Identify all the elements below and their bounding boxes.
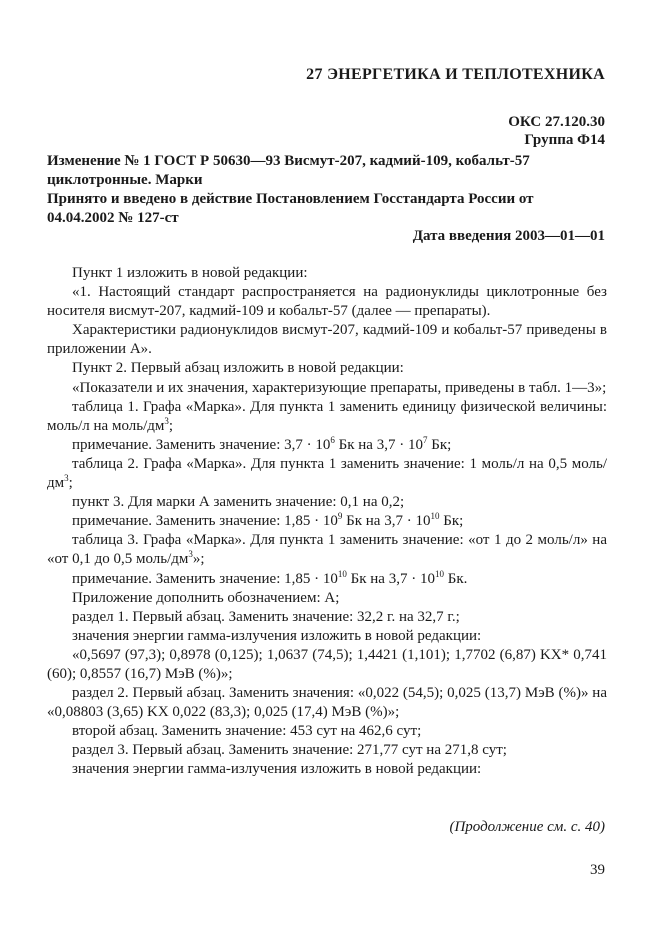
text-run: Бк на 3,7 · 10: [346, 570, 435, 587]
amendment-heading: [47, 152, 607, 228]
superscript: 9: [337, 511, 343, 522]
paragraph: раздел 3. Первый абзац. Заменить значение: 271,77 сут на 271,8 сут;: [72, 742, 507, 759]
paragraph: Пункт 2. Первый абзац изложить в новой редакции:: [72, 360, 404, 377]
paragraph: [47, 436, 607, 455]
text-run: »;: [192, 551, 205, 568]
text-run: Бк на 3,7 · 10: [342, 513, 431, 530]
text-run: Бк на 3,7 · 10: [334, 436, 423, 453]
continuation-note: (Продолжение см. с. 40): [449, 819, 605, 835]
paragraph: значения энергии гамма-излучения изложить в новой редакции:: [72, 761, 482, 778]
superscript: 10: [434, 568, 444, 579]
paragraph: пункт 3. Для марки А заменить значение: 0,1 на 0,2;: [72, 494, 405, 511]
paragraph: раздел 1. Первый абзац. Заменить значение: 32,2 г. на 32,7 г.;: [72, 608, 460, 625]
text-run: примечание. Заменить значение: 3,7 · 10: [72, 436, 331, 453]
adoption-line2: 04.04.2002 № 127-ст: [47, 210, 179, 226]
document-body: [47, 264, 607, 780]
page-number: 39: [590, 862, 605, 878]
adoption-line1: Принято и введено в действие Постановлением Госстандарта России от: [47, 191, 534, 207]
superscript: 10: [337, 568, 347, 579]
superscript: 10: [430, 511, 440, 522]
paragraph: [47, 398, 607, 436]
paragraph: Приложение дополнить обозначением: А;: [72, 589, 340, 606]
text-run: примечание. Заменить значение: 1,85 · 10: [72, 570, 338, 587]
paragraph: второй абзац. Заменить значение: 453 сут на 462,6 сут;: [72, 723, 422, 740]
paragraph: «0,5697 (97,3); 0,8978 (0,125); 1,0637 (74,5); 1,4421 (1,101); 1,7702 (6,87) KX* 0,741 (60); 0,8557 (16,7) МэВ (%)»;: [47, 646, 607, 682]
text-run: примечание. Заменить значение: 1,85 · 10: [72, 513, 338, 530]
oks-code: ОКС 27.120.30: [508, 114, 605, 130]
amendment-title-line2: циклотронные. Марки: [47, 172, 203, 188]
paragraph: [47, 512, 607, 531]
superscript: 6: [330, 434, 335, 445]
paragraph: [47, 570, 607, 589]
text-run: Бк;: [439, 513, 464, 530]
paragraph: Характеристики радионуклидов висмут-207, кадмий-109 и кобальт-57 приведены в приложении А».: [47, 322, 607, 358]
paragraph: [47, 531, 607, 569]
superscript: 7: [422, 434, 428, 445]
classification-block: [508, 113, 605, 149]
text-run: таблица 2. Графа «Марка». Для пункта 1 заменить значение: 1 моль/л на 0,5 моль/дм: [47, 455, 607, 492]
introduction-date: Дата введения 2003—01—01: [412, 228, 605, 244]
group-code: Группа Ф14: [524, 132, 605, 148]
superscript: 3: [164, 415, 169, 426]
text-run: ;: [68, 475, 73, 492]
text-run: Бк;: [427, 436, 452, 453]
paragraph: Пункт 1 изложить в новой редакции:: [72, 265, 308, 281]
superscript: 3: [64, 473, 69, 484]
section-heading: 27 ЭНЕРГЕТИКА И ТЕПЛОТЕХНИКА: [306, 66, 605, 83]
text-run: ;: [168, 417, 174, 434]
paragraph: раздел 2. Первый абзац. Заменить значения: «0,022 (54,5); 0,025 (13,7) МэВ (%)» на «0,08803 (3,65) KX 0,022 (83,3); 0,025 (17,4) МэВ (%)»;: [47, 685, 607, 721]
text-run: Бк.: [443, 570, 468, 587]
paragraph: «1. Настоящий стандарт распространяется на радионуклиды циклотронные без носителя висмут-207, кадмий-109 и кобальт-57 (далее — препараты).: [47, 284, 607, 320]
text-run: таблица 1. Графа «Марка». Для пункта 1 заменить единицу физической величины: моль/л на моль/дм: [47, 398, 607, 434]
paragraph: [47, 455, 607, 493]
paragraph: «Показатели и их значения, характеризующие препараты, приведены в табл. 1—3»;: [72, 379, 607, 396]
amendment-title-line1: Изменение № 1 ГОСТ Р 50630—93 Висмут-207, кадмий-109, кобальт-57: [47, 153, 530, 169]
superscript: 3: [188, 549, 193, 560]
paragraph: значения энергии гамма-излучения изложить в новой редакции:: [72, 627, 482, 644]
text-run: таблица 3. Графа «Марка». Для пункта 1 заменить значение: «от 1 до 2 моль/л» на «от 0,1 до 0,5 моль/дм: [47, 532, 607, 568]
